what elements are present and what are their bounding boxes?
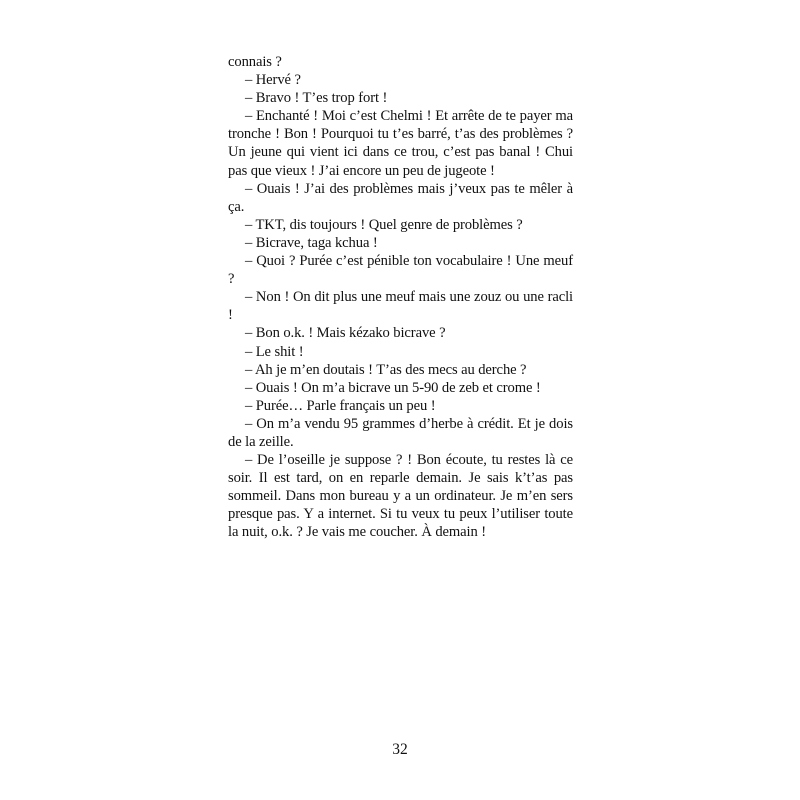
dialogue-line: – Purée… Parle français un peu ! xyxy=(245,397,436,414)
dialogue-line: – Hervé ? xyxy=(245,72,301,89)
dialogue-line: – De l’oseille je suppose ? ! Bon écoute, tu restes là ce soir. Il est tard, on en reparle demain. Je sais k’t’as pas sommeil. Dans mon bureau y a un ordinateur. Je m’en sers presque pas. Y a internet. Si tu veux tu peux l’utiliser toute la nuit, o.k. ? Je vais me coucher. À demain ! xyxy=(228,452,573,541)
dialogue-line: – Bravo ! T’es trop fort ! xyxy=(245,90,388,107)
dialogue-line: – Non ! On dit plus une meuf mais une zouz ou une racli ! xyxy=(228,289,573,324)
page-number: 32 xyxy=(392,741,408,758)
dialogue-line: – Enchanté ! Moi c’est Chelmi ! Et arrête de te payer ma tronche ! Bon ! Pourquoi tu t’es barré, t’as des problèmes ? Un jeune qui vient ici dans ce trou, c’est pas banal ! Chui pas que vieux ! J’ai encore un peu de jugeote ! xyxy=(228,108,573,179)
paragraph-continued: connais ? xyxy=(228,54,282,70)
dialogue-line: – Ah je m’en doutais ! T’as des mecs au derche ? xyxy=(245,361,527,378)
dialogue-line: – Bicrave, taga kchua ! xyxy=(245,234,378,251)
dialogue-line: – Ouais ! On m’a bicrave un 5-90 de zeb et crome ! xyxy=(245,379,541,396)
dialogue-line: – On m’a vendu 95 grammes d’herbe à crédit. Et je dois de la zeille. xyxy=(228,415,573,450)
body-text xyxy=(228,53,573,542)
dialogue-line: – Quoi ? Purée c’est pénible ton vocabulaire ! Une meuf ? xyxy=(228,253,573,288)
dialogue-line: – Bon o.k. ! Mais kézako bicrave ? xyxy=(245,325,446,342)
dialogue-line: – TKT, dis toujours ! Quel genre de problèmes ? xyxy=(245,216,523,233)
dialogue-line: – Ouais ! J’ai des problèmes mais j’veux pas te mêler à ça. xyxy=(228,180,573,215)
dialogue-line: – Le shit ! xyxy=(245,343,304,360)
